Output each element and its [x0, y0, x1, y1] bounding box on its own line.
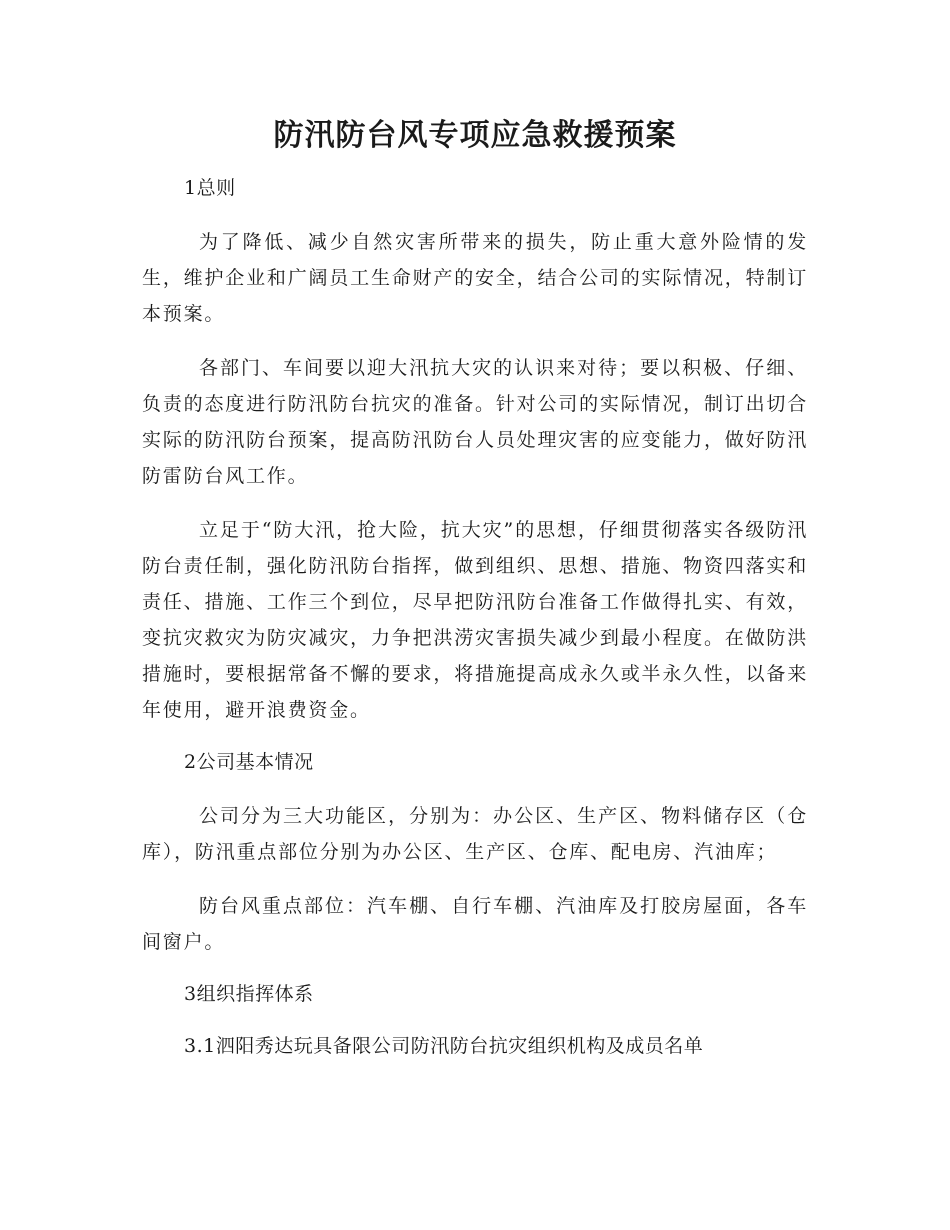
paragraph: 立足于“防大汛，抢大险，抗大灾”的思想，仔细贯彻落实各级防汛防台责任制，强化防汛防台指挥，做到组织、思想、措施、物资四落实和责任、措施、工作三个到位，尽早把防汛防台准备工作做得扎实、有效，变抗灾救灾为防灾减灾，力争把洪涝灾害损失减少到最小程度。在做防洪措施时，要根据常备不懈的要求，将措施提高成永久或半永久性，以备来年使用，避开浪费资金。	[142, 519, 808, 721]
paragraph: 为了降低、减少自然灾害所带来的损失，防止重大意外险情的发生，维护企业和广阔员工生命财产的安全，结合公司的实际情况，特制订本预案。	[142, 231, 808, 325]
section-heading-command-system: 3组织指挥体系	[184, 983, 314, 1005]
paragraph: 各部门、车间要以迎大汛抗大灾的认识来对待；要以积极、仔细、负责的态度进行防汛防台抗灾的准备。针对公司的实际情况，制订出切合实际的防汛防台预案，提高防汛防台人员处理灾害的应变能力，做好防汛防雷防台风工作。	[142, 357, 808, 487]
section-heading-general: 1总则	[184, 177, 236, 199]
paragraph: 公司分为三大功能区，分别为：办公区、生产区、物料储存区（仓库），防汛重点部位分别为办公区、生产区、仓库、配电房、汽油库；	[142, 805, 808, 863]
document-title: 防汛防台风专项应急救援预案	[273, 118, 677, 153]
subsection-heading-organization: 3.1泗阳秀达玩具备限公司防汛防台抗灾组织机构及成员名单	[184, 1035, 704, 1057]
section-heading-company-info: 2公司基本情况	[184, 751, 314, 773]
paragraph: 防台风重点部位：汽车棚、自行车棚、汽油库及打胶房屋面，各车间窗户。	[142, 895, 808, 953]
